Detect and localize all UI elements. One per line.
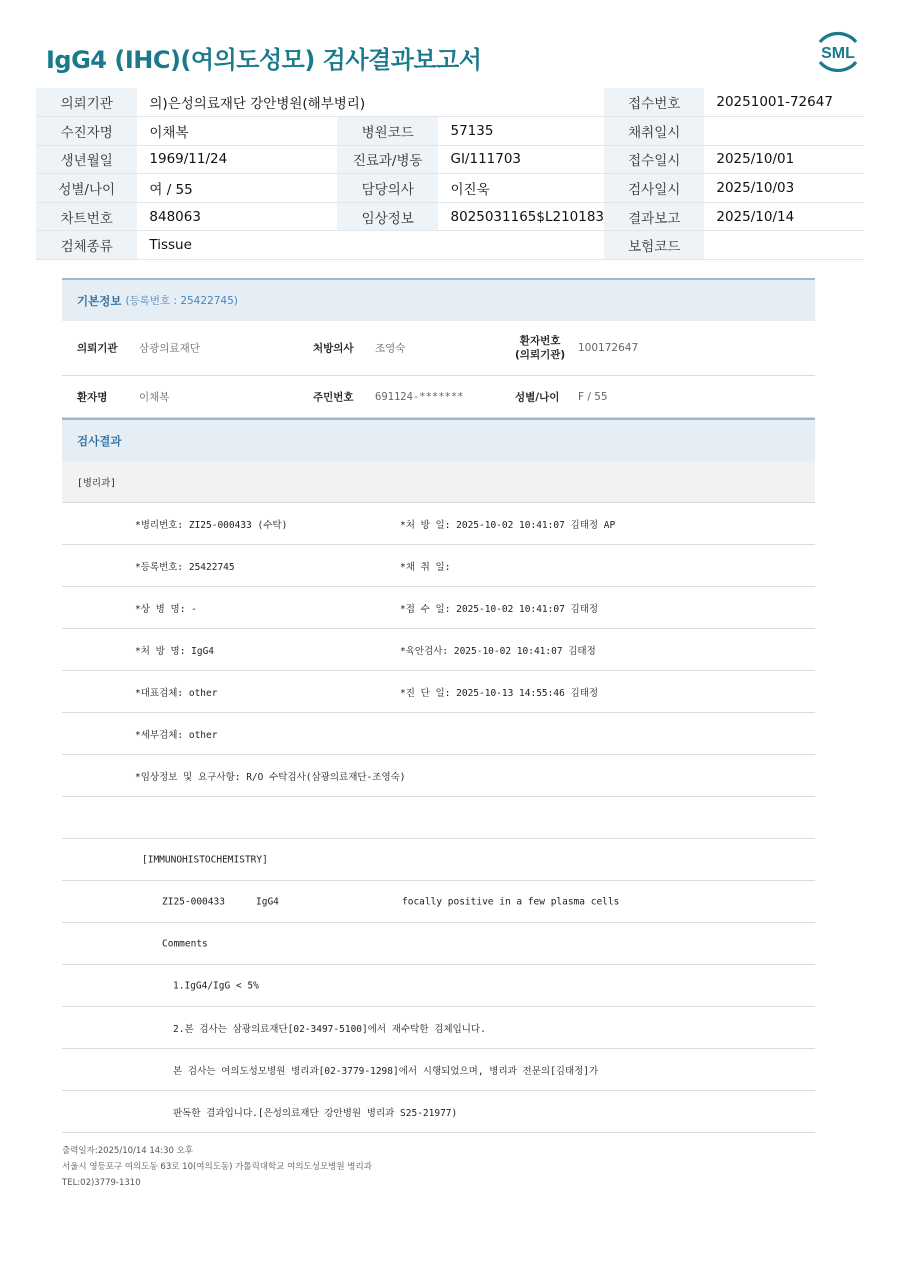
header-value: 이진욱 [438, 174, 604, 203]
header-label: 접수번호 [604, 88, 704, 117]
comment-text: 본 검사는 여의도성모병원 병리과[02-3779-1298]에서 시행되었으며, 병리과 전문의[김태정]가 [173, 1065, 599, 1077]
header-value: 2025/10/03 [704, 174, 864, 203]
info-key: 의뢰기관 [77, 342, 118, 355]
info-key: 처방의사 [313, 342, 354, 355]
header-value: 여 / 55 [137, 174, 337, 203]
basic-info-row [62, 376, 815, 418]
info-key-line: (의뢰기관) [515, 349, 566, 361]
header-value: 의)은성의료재단 강안병원(해부병리) [137, 88, 604, 117]
header-label: 검사일시 [604, 174, 704, 203]
info-value: 691124-******* [375, 390, 464, 403]
info-key-line: 환자번호 [519, 335, 561, 347]
info-key: 주민번호 [313, 391, 354, 403]
header-label: 생년월일 [36, 145, 137, 174]
header-row [36, 145, 864, 174]
info-value: 이채복 [139, 391, 170, 403]
header-label: 임상정보 [337, 202, 439, 231]
comment-row [62, 1091, 815, 1133]
header-label: 수진자명 [36, 117, 137, 146]
comment-row [62, 1049, 815, 1091]
result-field: *상 병 명: - [135, 603, 197, 615]
header-label: 병원코드 [337, 117, 439, 146]
result-row [62, 503, 815, 545]
header-value [704, 117, 864, 146]
clinical-info-row [62, 755, 815, 797]
report-title: IgG4 (IHC)(여의도성모) 검사결과보고서 [46, 46, 482, 74]
header-row [36, 174, 864, 203]
header-value: 848063 [137, 202, 337, 231]
header-row [36, 88, 864, 117]
result-field: *등록번호: 25422745 [135, 561, 235, 573]
department-row [62, 461, 815, 503]
clinical-info: *임상정보 및 요구사항: R/O 수탁검사(삼광의료재단-조영숙) [135, 771, 406, 783]
header-value: GI/111703 [438, 145, 604, 174]
header-label: 결과보고 [604, 202, 704, 231]
result-field: *육안검사: 2025-10-02 10:41:07 김태정 [400, 645, 596, 657]
result-field: *진 단 일: 2025-10-13 14:55:46 김태정 [400, 687, 599, 699]
results-heading: 검사결과 [77, 433, 122, 448]
comment-text: 2.본 검사는 삼광의료재단[02-3497-5100]에서 재수탁한 검체입니다. [173, 1023, 486, 1035]
header-label: 차트번호 [36, 202, 137, 231]
result-row [62, 587, 815, 629]
lab-phone: TEL:02)3779-1310 [62, 1178, 141, 1188]
comment-row [62, 1007, 815, 1049]
result-row [62, 713, 815, 755]
header-value: 57135 [438, 117, 604, 146]
header-label: 보험코드 [604, 231, 704, 260]
header-label: 성별/나이 [36, 174, 137, 203]
registration-note: (등록번호 : 25422745) [125, 295, 238, 307]
header-label: 검체종류 [36, 231, 137, 260]
header-row [36, 117, 864, 146]
header-value: 이채복 [137, 117, 337, 146]
comments-row [62, 923, 815, 965]
ihc-result: focally positive in a few plasma cells [402, 896, 620, 907]
header-value [704, 231, 864, 260]
header-value: Tissue [137, 231, 604, 260]
result-field: *대표검체: other [135, 687, 218, 699]
basic-info-header [62, 278, 815, 321]
header-value: 2025/10/01 [704, 145, 864, 174]
info-value: 100172647 [578, 342, 639, 354]
header-label: 의뢰기관 [36, 88, 137, 117]
info-value: F / 55 [578, 390, 608, 403]
comments-label: Comments [162, 938, 208, 949]
header-label: 채취일시 [604, 117, 704, 146]
info-value: 조영숙 [375, 342, 406, 355]
header-value: 1969/11/24 [137, 145, 337, 174]
header-label: 진료과/병동 [337, 145, 439, 174]
print-date: 출력일자:2025/10/14 14:30 오후 [62, 1146, 194, 1156]
basic-info-heading: 기본정보 [77, 293, 122, 308]
header-row [36, 231, 864, 260]
result-row [62, 545, 815, 587]
report-detail-section [62, 278, 815, 1133]
results-header [62, 418, 815, 461]
header-row [36, 202, 864, 231]
result-field: *병리번호: ZI25-000433 (수탁) [135, 519, 288, 531]
blank-row [62, 797, 815, 839]
info-key [515, 334, 565, 362]
result-row [62, 671, 815, 713]
logo-text: SML [821, 45, 855, 62]
header-value: 20251001-72647 [704, 88, 864, 117]
ihc-marker: IgG4 [256, 896, 279, 907]
result-field: *세부검체: other [135, 729, 218, 741]
header-label: 담당의사 [337, 174, 439, 203]
header-label: 접수일시 [604, 145, 704, 174]
lab-address: 서울시 영등포구 여의도동 63로 10(여의도동) 가톨릭대학교 여의도성모병원 병리과 [62, 1162, 372, 1172]
comment-row [62, 965, 815, 1007]
info-value: 삼광의료재단 [139, 342, 200, 355]
result-field: *처 방 일: 2025-10-02 10:41:07 김태정 AP [400, 519, 616, 531]
report-footer [62, 1143, 372, 1191]
info-key: 성별/나이 [515, 391, 560, 403]
comment-text: 판독한 결과입니다.[은성의료재단 강안병원 병리과 S25-21977) [173, 1107, 458, 1119]
ihc-case-id: ZI25-000433 [162, 896, 225, 907]
basic-info-row [62, 321, 815, 376]
ihc-header: [IMMUNOHISTOCHEMISTRY] [142, 854, 268, 865]
sml-logo [812, 28, 864, 76]
result-row [62, 629, 815, 671]
result-field: *접 수 일: 2025-10-02 10:41:07 김태정 [400, 603, 599, 615]
ihc-result-row [62, 881, 815, 923]
department-label: [병리과] [77, 477, 116, 489]
result-field: *채 취 일: [400, 561, 451, 573]
patient-header-table [36, 88, 864, 260]
header-value: 8025031165$L210183 [438, 202, 604, 231]
result-field: *처 방 명: IgG4 [135, 645, 215, 657]
info-key: 환자명 [77, 391, 108, 403]
header-value: 2025/10/14 [704, 202, 864, 231]
comment-text: 1.IgG4/IgG < 5% [173, 980, 259, 991]
ihc-header-row [62, 839, 815, 881]
